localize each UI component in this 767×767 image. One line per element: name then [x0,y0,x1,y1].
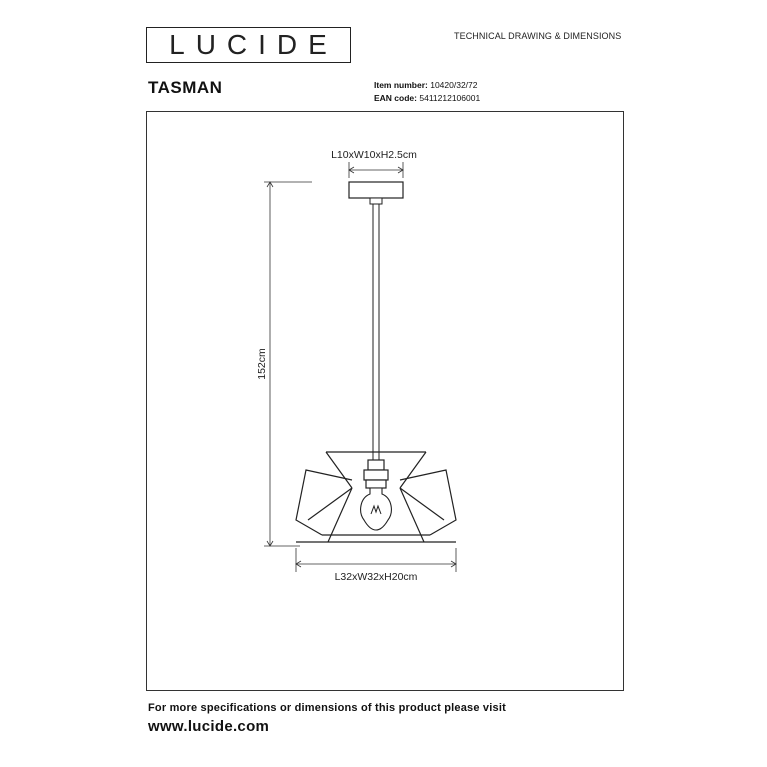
canopy-dimension-label: L10xW10xH2.5cm [331,149,417,161]
item-number-value: 10420/32/72 [430,80,478,90]
light-bulb [361,488,392,530]
ean-value: 5411212106001 [419,92,481,103]
suspension-cord [373,204,379,460]
product-name: TASMAN [148,78,223,97]
ean-label: EAN code: [374,92,417,103]
section-title: TECHNICAL DRAWING & DIMENSIONS [454,31,622,41]
footer-url[interactable]: www.lucide.com [148,718,270,735]
height-dimension-label: 152cm [256,348,268,380]
height-dimension-line [264,182,312,546]
canopy-cord-grip [370,198,382,204]
shade-dimension-line [296,548,456,572]
lamp-holder [364,460,388,488]
shade-dimension-label: L32xW32xH20cm [334,571,418,583]
canopy-dimension-line [349,162,403,178]
ceiling-canopy [349,182,403,198]
item-number-label: Item number: [374,80,428,90]
footer-note: For more specifications or dimensions of this product please visit [148,702,506,714]
brand-logo-text: LUCIDE [169,29,338,60]
